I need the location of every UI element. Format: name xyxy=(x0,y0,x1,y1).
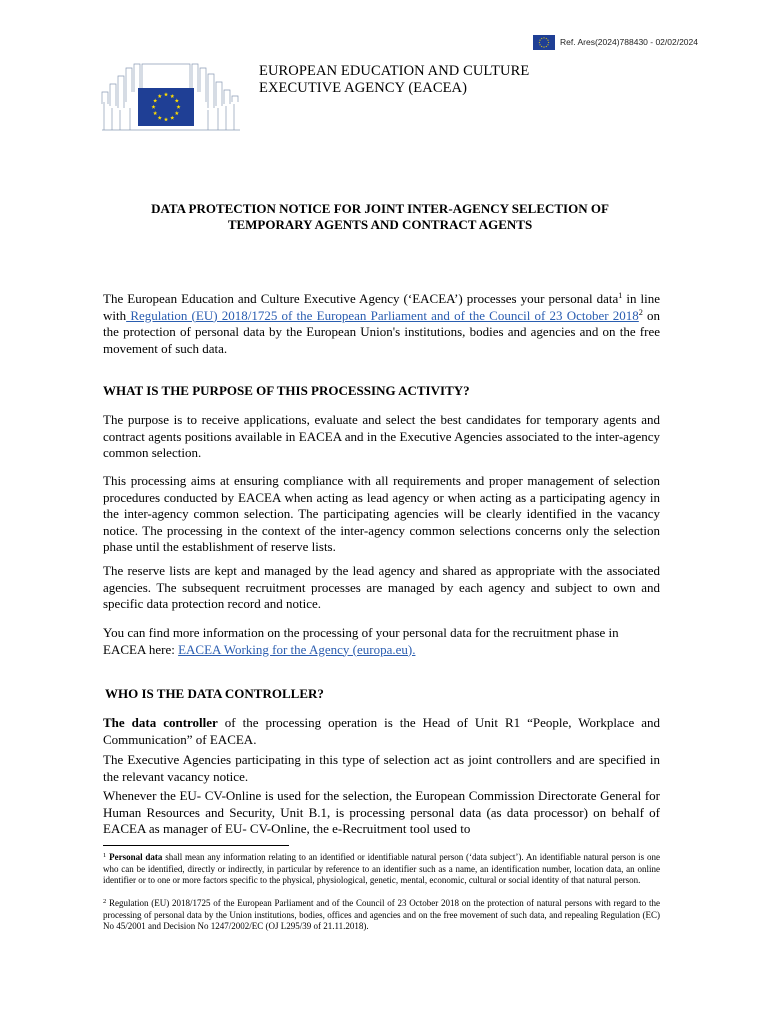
european-commission-logo xyxy=(100,62,242,132)
purpose-heading: WHAT IS THE PURPOSE OF THIS PROCESSING ACTIVITY? xyxy=(103,383,470,398)
controller-paragraph-2: The Executive Agencies participating in this type of selection act as joint controllers and are specified in the relevant vacancy notice. xyxy=(103,752,660,784)
eacea-working-link[interactable]: EACEA Working for the Agency (europa.eu). xyxy=(178,641,416,657)
agency-name-line2: EXECUTIVE AGENCY (EACEA) xyxy=(259,80,468,96)
document-title xyxy=(100,201,660,233)
title-line2: TEMPORARY AGENTS AND CONTRACT AGENTS xyxy=(227,217,533,232)
reference-stamp xyxy=(533,34,698,50)
footnote-1: $^1$ Personal data shall mean any information relating to an identified or identifiable natural person (‘data subject’). An identifiable natural person is one who can be identified, directly or indirectly, in particular by reference to an identifier such as a name, an identification number, location data, an online identifier or to one or more factors specific to the physical, physiological, genetic, mental, economic, cultural or social identity of that natural person. xyxy=(103,852,661,885)
title-line1: DATA PROTECTION NOTICE FOR JOINT INTER-AGENCY SELECTION OF xyxy=(151,201,609,216)
controller-paragraph-3: Whenever the EU- CV-Online is used for the selection, the European Commission Directorate General for Human Resources and Security, Unit B.1, is processing personal data (as data processor) on behalf of EACEA as manager of EU- CV-Online, the e-Recruitment tool used to xyxy=(103,788,660,836)
purpose-paragraph-1: The purpose is to receive applications, evaluate and select the best candidates for temporary agents and contract agents positions available in EACEA and in the Executive Agencies associated to the inter-agency common selection. xyxy=(103,412,660,460)
reference-text: Ref. Ares(2024)788430 - 02/02/2024 xyxy=(560,37,698,47)
eu-flag-icon xyxy=(533,35,555,50)
agency-name xyxy=(259,63,529,97)
controller-heading: WHO IS THE DATA CONTROLLER? xyxy=(105,686,324,701)
purpose-paragraph-4: You can find more information on the processing of your personal data for the recruitment phase in EACEA here: EACEA Working for the Agency (europa.eu). xyxy=(103,625,619,657)
agency-name-line1: EUROPEAN EDUCATION AND CULTURE xyxy=(259,63,530,79)
footnote-2: $^2$ Regulation (EU) 2018/1725 of the European Parliament and of the Council of 23 October 2018 on the protection of natural persons with regard to the processing of personal data by the Union institutions, bodies, offices and agencies and on the free movement of such data, and repealing Regulation (EC) No 45/2001 and Decision No 1247/2002/EC (OJ L295/39 of 21.11.2018). xyxy=(103,898,660,931)
regulation-link[interactable]: Regulation (EU) 2018/1725 of the European Parliament and of the Council of 23 October 2018 xyxy=(126,307,639,323)
footnote-ref-2[interactable]: 2 xyxy=(638,307,643,317)
purpose-paragraph-2: This processing aims at ensuring compliance with all requirements and proper management of selection procedures conducted by EACEA when acting as lead agency or when acting as a participating agency in the inter-agency common selection. The participating agencies will be clearly identified in the vacancy notice. The processing in the context of the inter-agency common selections concerns only the selection phase until the establishment of reserve lists. xyxy=(103,473,660,554)
purpose-paragraph-3: The reserve lists are kept and managed by the lead agency and shared as appropriate with the associated agencies. The subsequent recruitment processes are managed by each agency and subject to own and specific data protection record and notice. xyxy=(103,563,660,611)
footnote-ref-1[interactable]: 1 xyxy=(618,291,623,300)
controller-paragraph-1: The data controller of the processing operation is the Head of Unit R1 “People, Workplace and Communication” of EACEA. xyxy=(103,715,660,747)
intro-paragraph: The European Education and Culture Executive Agency (‘EACEA’) processes your personal data$^1$ in line with Regulation (EU) 2018/1725 of the European Parliament and of the Council of 23 October 2018$^2$ on the protection of personal data by the European Union's institutions, bodies and agencies and on the free movement of such data. xyxy=(103,291,661,356)
footnote-divider xyxy=(103,845,289,846)
